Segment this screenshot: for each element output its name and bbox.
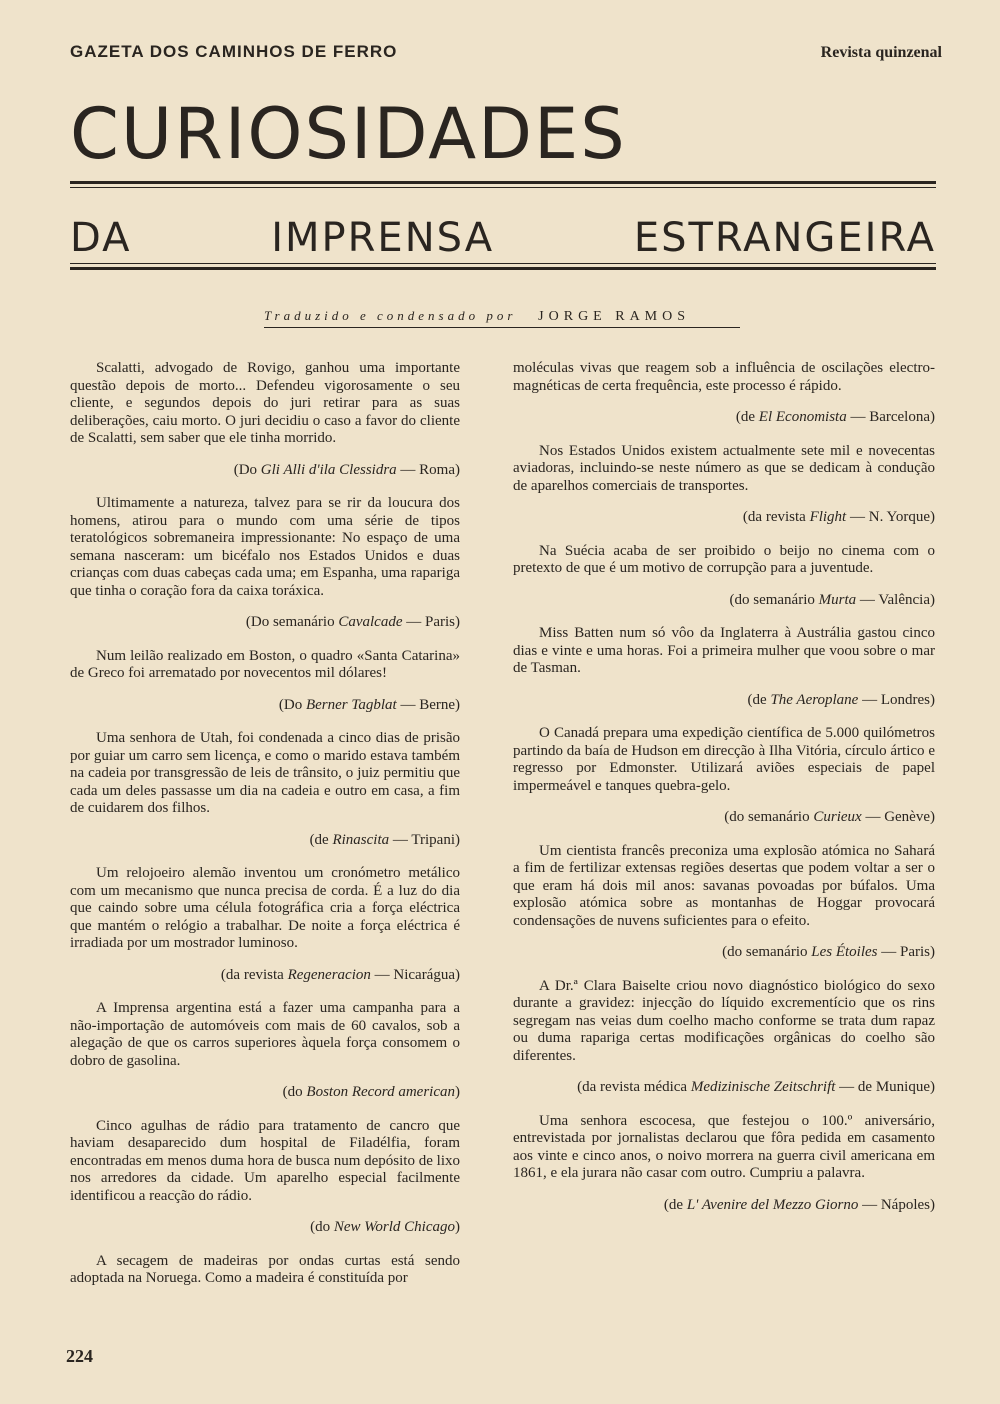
news-item-text: Uma senhora de Utah, foi condenada a cinco dias de prisão por guiar um carro sem licença, e como o marido estava também na cadeia por transgressão de leis de trânsito, o juiz permitiu que cada um deles passasse um dia na cadeia e outro em casa, a fim de cuidarem dos filhos.: [70, 730, 460, 816]
news-item: [513, 625, 935, 709]
source-suffix: — Paris): [877, 944, 935, 960]
news-item: [70, 360, 460, 479]
news-item: [70, 1253, 460, 1288]
source-publication: Flight: [809, 509, 847, 525]
source-prefix: (da revista: [220, 966, 288, 983]
news-item: [513, 360, 935, 427]
source-publication: Rinascita: [332, 831, 390, 848]
news-item-text: Scalatti, advogado de Rovigo, ganhou uma importante questão depois de morto... Defendeu vigorosamente o seu cliente, e segundos depois do juri retirar para as suas deliberações, caiu morto. O juri decidiu o caso a favor do cliente de Scalatti, sem saber que ele tinha morrido.: [70, 360, 460, 446]
news-item-text: Num leilão realizado em Boston, o quadro «Santa Catarina» de Greco foi arrematado por novecentos mil dólares!: [70, 647, 460, 681]
source-prefix: (do semanário: [729, 591, 819, 608]
source-prefix: (do: [282, 1084, 307, 1100]
title-rule-top: [70, 181, 936, 184]
news-item-source: [513, 1197, 935, 1215]
news-item: [513, 725, 935, 827]
subtitle-rule-thin: [70, 263, 936, 264]
source-publication: Murta: [818, 591, 857, 608]
page-title: CURIOSIDADES: [70, 93, 627, 175]
news-item: [70, 865, 460, 984]
news-item-source: [70, 832, 460, 850]
source-publication: Les Étoiles: [811, 944, 878, 960]
source-publication: Cavalcade: [338, 614, 403, 630]
source-publication: Gli Alli d'ila Clessidra: [260, 461, 397, 478]
news-item-text: Ultimamente a natureza, talvez para se rir da loucura dos homens, atirou para o mundo com uma série de tipos teratológicos sobremaneira impressionante: No espaço de uma semana nasceram: um bicéfalo nos Estados Unidos e duas crianças com duas cabeças cada uma; em Espanha, uma rapariga que tinha o coração fora da caixa toráxica.: [70, 495, 460, 599]
news-item: [70, 495, 460, 632]
source-prefix: (Do: [233, 461, 261, 478]
source-prefix: (da revista médica: [577, 1079, 691, 1095]
news-item: [70, 730, 460, 849]
right-column: [513, 360, 935, 1230]
page-number: 224: [66, 1346, 93, 1366]
source-suffix: — Roma): [396, 461, 460, 478]
news-item-source: [513, 809, 935, 827]
source-publication: New World Chicago: [333, 1219, 455, 1235]
credit-author: JORGE RAMOS: [538, 309, 691, 324]
publication-name: GAZETA DOS CAMINHOS DE FERRO: [70, 42, 398, 61]
source-suffix: — Berne): [396, 696, 460, 713]
news-item-text: A Dr.ª Clara Baiselte criou novo diagnóstico biológico do sexo durante a gravidez: injecção do líquido excrementício que os rins segregam nas veias dum coelho macho conforme se trata dum rapaz ou duma rapariga certas modificações orgânicas do coelho são diferentes.: [513, 977, 935, 1064]
source-prefix: (de: [309, 831, 333, 848]
news-item-source: [70, 614, 460, 632]
news-item-text: Na Suécia acaba de ser proibido o beijo no cinema com o pretexto de que é um motivo de corrupção para a juventude.: [513, 542, 935, 576]
news-item-source: [70, 967, 460, 985]
news-item-source: [70, 1084, 460, 1102]
source-publication: Berner Tagblat: [305, 696, 397, 713]
source-suffix: — N. Yorque): [846, 509, 935, 525]
source-suffix: ): [455, 1219, 460, 1235]
news-item-source: [70, 462, 460, 480]
source-publication: El Economista: [758, 409, 847, 425]
news-item-text: Um relojoeiro alemão inventou um cronómetro metálico com um mecanismo que nunca precisa de corda. É a luz do dia que caindo sobre uma célula fotográfica cria a força eléctrica que mantém o relógio a trabalhar. De noite a força eléctrica é irradiada por um mostrador luminoso.: [70, 865, 460, 951]
news-item: [70, 1118, 460, 1237]
news-item: [513, 1113, 935, 1215]
source-publication: Medizinische Zeitschrift: [690, 1079, 836, 1095]
news-item-text: O Canadá prepara uma expedição científica de 5.000 quilómetros partindo da baía de Hudson em direcção à Ilha Vitória, círculo ártico e regresso por Edmonster. Utilizará aviões especiais de papel impermeável e tanques quebra-gelo.: [513, 725, 935, 794]
news-item-source: [513, 1079, 935, 1097]
source-suffix: — Valência): [856, 591, 935, 608]
news-item-text: Cinco agulhas de rádio para tratamento de cancro que haviam desaparecido dum hospital de Filadélfia, foram encontradas em menos duma hora de busca num depósito de lixo nos arredores da cidade. Um aparelho especial facilmente identificou a reacção do rádio.: [70, 1117, 460, 1204]
subtitle-rule-bottom: [70, 267, 936, 270]
news-item-text: Miss Batten num só vôo da Inglaterra à Austrália gastou cinco dias e vinte e uma horas. Foi a primeira mulher que voou sobre o mar de Tasman.: [513, 625, 935, 676]
source-suffix: — Barcelona): [846, 409, 935, 425]
left-column: [70, 360, 460, 1288]
news-item-text: Uma senhora escocesa, que festejou o 100.º aniversário, entrevistada por jornalistas declarou que fôra pedida em casamento aos vinte e cinco anos, o noivo morrera na guerra civil americana em 1861, e ela jurara não casar com outro. Cumpriu a palavra.: [513, 1112, 935, 1181]
source-prefix: (do semanário: [722, 944, 812, 960]
source-publication: L' Avenire del Mezzo Giorno: [686, 1196, 859, 1213]
source-suffix: — Paris): [402, 614, 460, 630]
source-prefix: (do: [310, 1219, 334, 1235]
news-item-source: [513, 592, 935, 610]
source-prefix: (da revista: [742, 509, 810, 525]
news-item-source: [513, 409, 935, 427]
news-item-source: [70, 1219, 460, 1237]
news-item: [513, 978, 935, 1097]
news-item-source: [70, 697, 460, 715]
source-suffix: — Londres): [858, 691, 935, 708]
news-item-source: [513, 509, 935, 527]
source-prefix: (Do: [278, 696, 306, 713]
source-prefix: (do semanário: [724, 809, 814, 825]
source-suffix: — Tripani): [389, 831, 460, 848]
news-item-text: Nos Estados Unidos existem actualmente sete mil e novecentas aviadoras, incluindo-se neste número as que se dedicam à condução de aparelhos comerciais de transportes.: [513, 442, 935, 494]
source-suffix: — de Munique): [835, 1079, 935, 1095]
news-item-source: [513, 944, 935, 962]
news-item: [513, 843, 935, 962]
source-suffix: — Genève): [861, 809, 935, 825]
source-publication: The Aeroplane: [770, 691, 859, 708]
news-item-text: A Imprensa argentina está a fazer uma campanha para a não-importação de automóveis com mais de 60 cavalos, sob a alegação de que os carros superiores àquela força consomem o dobro de gasolina.: [70, 1000, 460, 1069]
credit-text: Traduzido e condensado por: [264, 308, 517, 323]
source-prefix: (de: [663, 1196, 687, 1213]
news-item: [70, 1000, 460, 1102]
source-prefix: (Do semanário: [245, 614, 339, 630]
news-item: [70, 648, 460, 715]
news-item-text: moléculas vivas que reagem sob a influência de oscilações electro-magnéticas de certa frequência, este processo é rápido.: [513, 360, 935, 394]
source-suffix: — Nápoles): [858, 1196, 935, 1213]
source-publication: Regeneracion: [287, 966, 371, 983]
news-item-text: Um cientista francês preconiza uma explosão atómica no Sahará a fim de fertilizar extensas regiões desertas que podem voltar a ser o que eram há dois mil anos: savanas povoadas por búfalos. Uma explosão atómica sobre as montanhas de Hoggar provocará condensações de nuvens suficientes para o efeito.: [513, 842, 935, 929]
source-publication: Curieux: [813, 809, 862, 825]
source-suffix: ): [455, 1084, 460, 1100]
source-publication: Boston Record american: [306, 1084, 455, 1100]
source-prefix: (de: [747, 691, 771, 708]
news-item-text: A secagem de madeiras por ondas curtas está sendo adoptada na Noruega. Como a madeira é constituída por: [70, 1252, 460, 1286]
periodicity-label: Revista quinzenal: [820, 44, 942, 61]
title-rule-top-thin: [70, 187, 936, 188]
page-subtitle: DA IMPRENSA ESTRANGEIRA: [70, 215, 936, 261]
translator-credit: [264, 308, 740, 328]
news-item: [513, 543, 935, 610]
source-prefix: (de: [735, 409, 759, 425]
news-item-source: [513, 692, 935, 710]
news-item: [513, 443, 935, 527]
source-suffix: — Nicarágua): [370, 966, 460, 983]
